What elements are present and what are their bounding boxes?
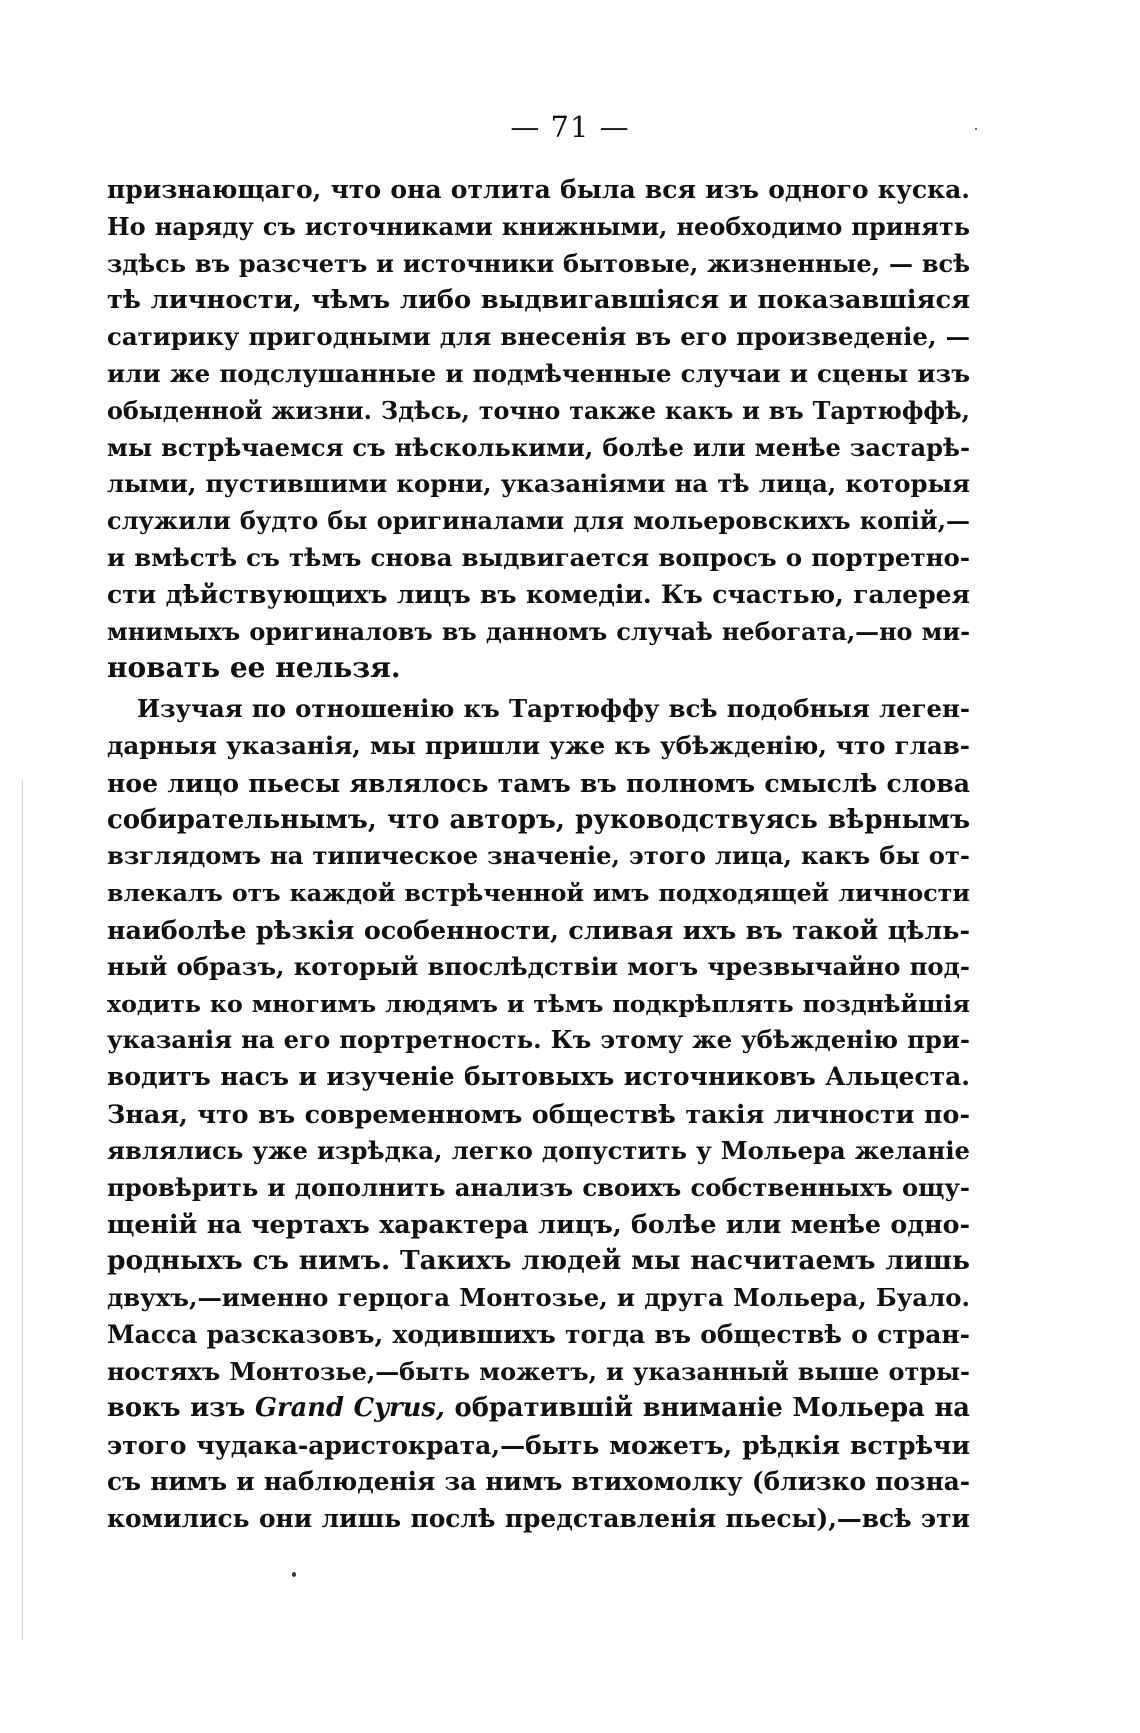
text-line: этого чудака-аристократа,—быть можетъ, рѣдкія встрѣчи [107, 1430, 970, 1461]
text-line: мнимыхъ оригиналовъ въ данномъ случаѣ небогата,—но ми- [107, 617, 970, 646]
text-line: указанія на его портретность. Къ этому же убѣжденію при- [107, 1025, 970, 1055]
text-line: собирательнымъ, что авторъ, руководствуясь вѣрнымъ [107, 804, 970, 835]
text-line: Зная, что въ современномъ обществѣ такія личности по- [107, 1098, 970, 1129]
text-line: Но наряду съ источниками книжными, необходимо принять [107, 211, 970, 241]
text-line: влекалъ отъ каждой встрѣченной имъ подходящей личности [107, 879, 970, 908]
text-line: или же подслушанные и подмѣченные случаи и сцены изъ [107, 358, 970, 388]
text-line: ный образъ, который впослѣдствіи могъ чрезвычайно под- [107, 951, 970, 981]
text-line: двухъ,—именно герцога Монтозье, и друга Мольера, Буало. [107, 1282, 970, 1312]
text-line: взглядомъ на типическое значеніе, этого лица, какъ бы от- [107, 841, 970, 871]
text-line: обыденной жизни. Здѣсь, точно также какъ и въ Тартюффѣ, [107, 396, 970, 425]
text-line: комились они лишь послѣ представленія пьесы),—всѣ эти [107, 1503, 970, 1533]
paragraph-1 [107, 172, 970, 687]
ink-speck [292, 1572, 296, 1577]
ink-speck [975, 128, 977, 130]
text-line: ностяхъ Монтозье,—быть можетъ, и указанный выше отры- [107, 1357, 970, 1386]
paragraph-2 [107, 691, 970, 1537]
text-line: лыми, пустившими корни, указаніями на тѣ лица, которыя [107, 469, 970, 499]
text-line: провѣрить и дополнить анализъ своихъ собственныхъ ощу- [107, 1172, 970, 1202]
text-line: сти дѣйствующихъ лицъ въ комедіи. Къ счастью, галерея [107, 579, 970, 609]
text-line: щеній на чертахъ характера лицъ, болѣе или менѣе одно- [107, 1209, 970, 1240]
text-line-with-italic [107, 1390, 970, 1427]
text-line: дарныя указанія, мы пришли уже къ убѣжденію, что глав- [107, 730, 970, 760]
text-line: новать ее нельзя. [107, 651, 401, 685]
text-line: сатирику пригодными для внесенія въ его произведеніе, — [107, 322, 970, 352]
text-line: Изучая по отношенію къ Тартюффу всѣ подобныя леген- [137, 694, 970, 724]
text-line: водитъ насъ и изученіе бытовыхъ источниковъ Альцеста. [107, 1062, 970, 1092]
scan-edge-shadow [22, 780, 23, 1640]
text-line: съ нимъ и наблюденія за нимъ втихомолку (близко позна- [107, 1466, 970, 1496]
text-line: здѣсь въ разсчетъ и источники бытовые, жизненные, — всѣ [107, 248, 970, 278]
text-line: и вмѣстѣ съ тѣмъ снова выдвигается вопросъ о портретно- [107, 542, 970, 572]
page-number: — 71 — [510, 110, 630, 144]
text-line: тѣ личности, чѣмъ либо выдвигавшіяся и показавшіяся [107, 285, 970, 316]
text-line: мы встрѣчаемся съ нѣсколькими, болѣе или менѣе застарѣ- [107, 432, 970, 462]
text-line: родныхъ съ нимъ. Такихъ людей мы насчитаемъ лишь [107, 1245, 970, 1277]
text-line: Масса разсказовъ, ходившихъ тогда въ обществѣ о стран- [107, 1319, 970, 1349]
text-segment: обратившій вниманіе Мольера на [444, 1393, 970, 1424]
text-line: признающаго, что она отлита была вся изъ одного куска. [107, 175, 970, 204]
text-line: ное лицо пьесы являлось тамъ въ полномъ смыслѣ слова [107, 767, 970, 798]
italic-book-title: Grand Cyrus, [255, 1393, 445, 1424]
text-line: являлись уже изрѣдка, легко допустить у Мольера желаніе [107, 1135, 970, 1165]
text-segment: вокъ изъ [107, 1393, 255, 1424]
body-text [107, 172, 970, 1537]
text-line: ходить ко многимъ людямъ и тѣмъ подкрѣплять позднѣйшія [107, 989, 970, 1018]
text-line: служили будто бы оригиналами для мольеровскихъ копій,— [107, 506, 970, 536]
text-line: наиболѣе рѣзкія особенности, сливая ихъ въ такой цѣль- [107, 914, 970, 945]
